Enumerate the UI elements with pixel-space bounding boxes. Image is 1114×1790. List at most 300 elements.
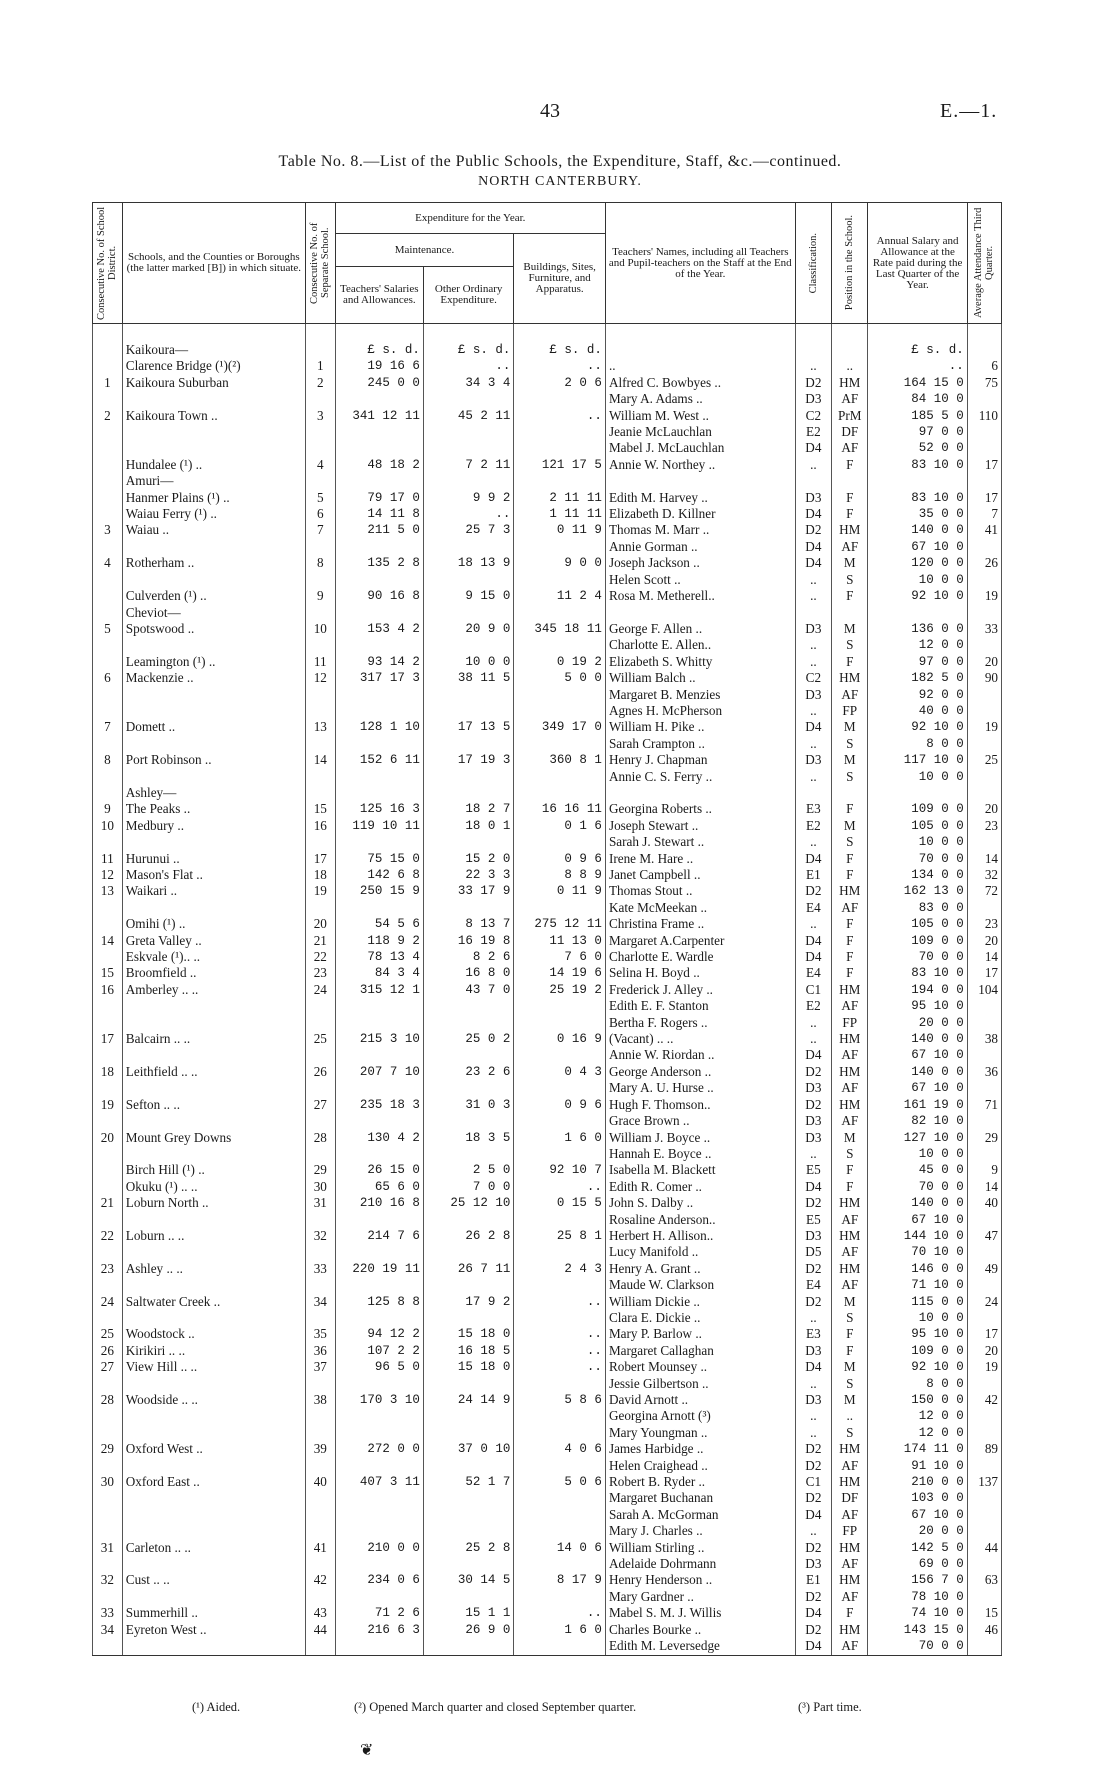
cell-other-expenditure [423, 769, 513, 785]
cell-school-no: 24 [305, 982, 335, 998]
cell-attendance [967, 703, 1001, 719]
cell-school-name [122, 1490, 305, 1506]
table-row [93, 1113, 1002, 1129]
cell-district-no [93, 539, 123, 555]
cell-teacher-salaries [335, 1015, 423, 1031]
cell-school-no: 40 [305, 1474, 335, 1490]
table-row [93, 1097, 1002, 1113]
cell-school-no [305, 637, 335, 653]
cell-district-no [93, 440, 123, 456]
cell-school-name [122, 1523, 305, 1539]
cell-school-name: Okuku (¹) .. .. [122, 1179, 305, 1195]
cell-teacher-name: Rosa M. Metherell.. [605, 588, 795, 604]
cell-attendance: 23 [967, 818, 1001, 834]
table-row [93, 1556, 1002, 1572]
cell-attendance [967, 324, 1001, 359]
table-row [93, 1212, 1002, 1228]
cell-annual-salary: 95 10 0 [868, 998, 967, 1014]
cell-annual-salary: 103 0 0 [868, 1490, 967, 1506]
cell-buildings: .. [514, 1326, 606, 1342]
cell-district-no: 13 [93, 883, 123, 899]
cell-teacher-salaries: 94 12 2 [335, 1326, 423, 1342]
cell-other-expenditure [423, 637, 513, 653]
cell-classification: E3 [795, 801, 831, 817]
cell-position: HM [832, 522, 868, 538]
cell-district-no [93, 654, 123, 670]
cell-attendance: 7 [967, 506, 1001, 522]
cell-attendance [967, 473, 1001, 489]
cell-annual-salary: 12 0 0 [868, 1408, 967, 1424]
cell-teacher-salaries [335, 1244, 423, 1260]
cell-district-no: 7 [93, 719, 123, 735]
cell-school-no: 41 [305, 1540, 335, 1556]
cell-buildings: 360 8 1 [514, 752, 606, 768]
table-row [93, 506, 1002, 522]
cell-school-name: Sefton .. .. [122, 1097, 305, 1113]
cell-other-expenditure: 25 0 2 [423, 1031, 513, 1047]
cell-district-no: 34 [93, 1622, 123, 1638]
cell-teacher-name: Maude W. Clarkson [605, 1277, 795, 1293]
cell-attendance: 42 [967, 1392, 1001, 1408]
cell-attendance [967, 1589, 1001, 1605]
cell-district-no: 6 [93, 670, 123, 686]
header-schools: Schools, and the Counties or Boroughs (the latter marked [B]) in which situate. [122, 203, 305, 324]
cell-position: F [832, 851, 868, 867]
cell-attendance: 41 [967, 522, 1001, 538]
cell-position: AF [832, 1113, 868, 1129]
cell-buildings: 0 9 6 [514, 851, 606, 867]
cell-position: F [832, 1605, 868, 1621]
cell-school-no: 19 [305, 883, 335, 899]
table-row [93, 670, 1002, 686]
cell-buildings: 5 0 0 [514, 670, 606, 686]
cell-buildings [514, 1408, 606, 1424]
table-row [93, 391, 1002, 407]
cell-classification: D4 [795, 851, 831, 867]
cell-teacher-salaries: 135 2 8 [335, 555, 423, 571]
cell-position: S [832, 572, 868, 588]
cell-teacher-salaries [335, 785, 423, 801]
cell-other-expenditure: 26 9 0 [423, 1622, 513, 1638]
cell-teacher-salaries: 152 6 11 [335, 752, 423, 768]
cell-school-name [122, 900, 305, 916]
cell-district-no: 28 [93, 1392, 123, 1408]
table-row [93, 1474, 1002, 1490]
cell-annual-salary: 162 13 0 [868, 883, 967, 899]
cell-attendance: 44 [967, 1540, 1001, 1556]
cell-annual-salary: 84 10 0 [868, 391, 967, 407]
cell-teacher-name: Thomas Stout .. [605, 883, 795, 899]
cell-school-no: 3 [305, 408, 335, 424]
cell-position: .. [832, 358, 868, 374]
cell-buildings [514, 900, 606, 916]
cell-attendance [967, 605, 1001, 621]
schools-table-container [92, 202, 1002, 1656]
cell-district-no: 31 [93, 1540, 123, 1556]
cell-other-expenditure: 45 2 11 [423, 408, 513, 424]
table-row [93, 572, 1002, 588]
cell-other-expenditure [423, 1507, 513, 1523]
cell-attendance [967, 998, 1001, 1014]
cell-annual-salary: 97 0 0 [868, 654, 967, 670]
cell-position: F [832, 1326, 868, 1342]
cell-classification: E4 [795, 900, 831, 916]
cell-school-name: Waiau Ferry (¹) .. [122, 506, 305, 522]
cell-position: F [832, 933, 868, 949]
cell-school-name: Ashley— [122, 785, 305, 801]
cell-attendance [967, 1212, 1001, 1228]
cell-buildings [514, 687, 606, 703]
cell-district-no [93, 1146, 123, 1162]
cell-annual-salary: 69 0 0 [868, 1556, 967, 1572]
cell-position: F [832, 654, 868, 670]
cell-buildings [514, 1277, 606, 1293]
cell-buildings [514, 1376, 606, 1392]
cell-attendance: 104 [967, 982, 1001, 998]
cell-district-no [93, 605, 123, 621]
cell-teacher-name: William H. Pike .. [605, 719, 795, 735]
cell-teacher-name: Christina Frame .. [605, 916, 795, 932]
cell-teacher-salaries: 75 15 0 [335, 851, 423, 867]
cell-classification: D3 [795, 1113, 831, 1129]
cell-classification: D2 [795, 1490, 831, 1506]
cell-district-no [93, 1179, 123, 1195]
cell-attendance: 24 [967, 1294, 1001, 1310]
cell-position: HM [832, 1622, 868, 1638]
cell-buildings: 0 11 9 [514, 522, 606, 538]
cell-teacher-salaries [335, 900, 423, 916]
cell-teacher-name: Mary Gardner .. [605, 1589, 795, 1605]
cell-attendance: 9 [967, 1162, 1001, 1178]
cell-school-no [305, 998, 335, 1014]
cell-annual-salary: 20 0 0 [868, 1015, 967, 1031]
cell-annual-salary: 83 10 0 [868, 457, 967, 473]
cell-school-no [305, 1425, 335, 1441]
cell-teacher-name: Kate McMeekan .. [605, 900, 795, 916]
cell-other-expenditure [423, 736, 513, 752]
cell-teacher-salaries: 107 2 2 [335, 1343, 423, 1359]
cell-annual-salary: 109 0 0 [868, 933, 967, 949]
cell-attendance [967, 1507, 1001, 1523]
cell-classification: C2 [795, 670, 831, 686]
table-row [93, 1376, 1002, 1392]
cell-school-no: 2 [305, 375, 335, 391]
cell-attendance: 26 [967, 555, 1001, 571]
cell-district-no: 4 [93, 555, 123, 571]
cell-teacher-name: Sarah J. Stewart .. [605, 834, 795, 850]
cell-district-no: 17 [93, 1031, 123, 1047]
cell-classification: D3 [795, 752, 831, 768]
cell-district-no [93, 1113, 123, 1129]
cell-position: FP [832, 1523, 868, 1539]
cell-other-expenditure [423, 1212, 513, 1228]
cell-other-expenditure: 17 13 5 [423, 719, 513, 735]
cell-teacher-name: Hannah E. Boyce .. [605, 1146, 795, 1162]
cell-district-no [93, 1523, 123, 1539]
cell-annual-salary: 92 10 0 [868, 719, 967, 735]
cell-annual-salary: 78 10 0 [868, 1589, 967, 1605]
cell-other-expenditure: 22 3 3 [423, 867, 513, 883]
cell-annual-salary [868, 473, 967, 489]
cell-attendance [967, 391, 1001, 407]
cell-other-expenditure [423, 1638, 513, 1655]
cell-classification [795, 605, 831, 621]
cell-buildings [514, 1589, 606, 1605]
header-buildings: Buildings, Sites, Furniture, and Apparatus. [514, 234, 606, 324]
cell-school-name [122, 1310, 305, 1326]
cell-buildings [514, 473, 606, 489]
cell-teacher-name: Robert B. Ryder .. [605, 1474, 795, 1490]
cell-district-no [93, 588, 123, 604]
cell-school-name: Kaikoura— [122, 324, 305, 359]
cell-teacher-salaries: 65 6 0 [335, 1179, 423, 1195]
cell-attendance: 32 [967, 867, 1001, 883]
cell-school-no: 30 [305, 1179, 335, 1195]
cell-annual-salary: 164 15 0 [868, 375, 967, 391]
cell-position [832, 324, 868, 359]
cell-school-no [305, 1458, 335, 1474]
footnote-part-time: (³) Part time. [798, 1700, 862, 1714]
cell-attendance [967, 1490, 1001, 1506]
cell-attendance [967, 1425, 1001, 1441]
cell-teacher-name: John S. Dalby .. [605, 1195, 795, 1211]
cell-school-name: View Hill .. .. [122, 1359, 305, 1375]
cell-district-no: 2 [93, 408, 123, 424]
cell-position: M [832, 818, 868, 834]
cell-buildings [514, 1113, 606, 1129]
cell-position: PrM [832, 408, 868, 424]
cell-buildings: 0 19 2 [514, 654, 606, 670]
cell-position [832, 605, 868, 621]
cell-attendance: 20 [967, 654, 1001, 670]
cell-school-no: 38 [305, 1392, 335, 1408]
table-row [93, 539, 1002, 555]
cell-classification: .. [795, 769, 831, 785]
cell-district-no [93, 1556, 123, 1572]
cell-teacher-salaries [335, 1458, 423, 1474]
cell-classification: D4 [795, 440, 831, 456]
cell-annual-salary: 70 0 0 [868, 1638, 967, 1655]
cell-other-expenditure: 16 19 8 [423, 933, 513, 949]
cell-classification: E1 [795, 1572, 831, 1588]
cell-school-name: Leithfield .. .. [122, 1064, 305, 1080]
cell-annual-salary: 136 0 0 [868, 621, 967, 637]
cell-teacher-salaries: 315 12 1 [335, 982, 423, 998]
cell-school-no [305, 703, 335, 719]
cell-annual-salary: 83 10 0 [868, 965, 967, 981]
cell-teacher-salaries [335, 1556, 423, 1572]
cell-buildings [514, 1047, 606, 1063]
cell-teacher-name: Margaret A.Carpenter [605, 933, 795, 949]
cell-school-name: The Peaks .. [122, 801, 305, 817]
cell-annual-salary: 45 0 0 [868, 1162, 967, 1178]
cell-annual-salary: 97 0 0 [868, 424, 967, 440]
table-row [93, 1130, 1002, 1146]
cell-teacher-salaries [335, 998, 423, 1014]
cell-position: S [832, 1425, 868, 1441]
header-expenditure: Expenditure for the Year. [335, 203, 605, 234]
cell-teacher-salaries: 125 16 3 [335, 801, 423, 817]
cell-school-no: 21 [305, 933, 335, 949]
cell-buildings: 1 6 0 [514, 1130, 606, 1146]
cell-annual-salary: 82 10 0 [868, 1113, 967, 1129]
cell-district-no [93, 769, 123, 785]
cell-teacher-name: Mary J. Charles .. [605, 1523, 795, 1539]
cell-teacher-salaries [335, 473, 423, 489]
cell-teacher-name: William Balch .. [605, 670, 795, 686]
table-row [93, 1064, 1002, 1080]
cell-classification [795, 324, 831, 359]
cell-district-no: 12 [93, 867, 123, 883]
cell-teacher-salaries: 216 6 3 [335, 1622, 423, 1638]
table-row [93, 1359, 1002, 1375]
cell-attendance [967, 769, 1001, 785]
cell-teacher-name: Grace Brown .. [605, 1113, 795, 1129]
cell-position: F [832, 588, 868, 604]
cell-classification: E2 [795, 818, 831, 834]
cell-attendance [967, 424, 1001, 440]
cell-teacher-name: Charlotte E. Allen.. [605, 637, 795, 653]
cell-teacher-salaries [335, 605, 423, 621]
cell-buildings: 121 17 5 [514, 457, 606, 473]
cell-teacher-salaries [335, 703, 423, 719]
cell-classification: .. [795, 1031, 831, 1047]
cell-school-no: 7 [305, 522, 335, 538]
cell-buildings: 5 8 6 [514, 1392, 606, 1408]
cell-teacher-salaries: 71 2 6 [335, 1605, 423, 1621]
cell-annual-salary: 120 0 0 [868, 555, 967, 571]
cell-teacher-name: Herbert H. Allison.. [605, 1228, 795, 1244]
cell-school-no: 10 [305, 621, 335, 637]
district-heading: NORTH CANTERBURY. [478, 174, 642, 189]
cell-teacher-salaries [335, 1425, 423, 1441]
cell-buildings [514, 1310, 606, 1326]
cell-district-no [93, 1507, 123, 1523]
table-row [93, 1540, 1002, 1556]
cell-teacher-name: Isabella M. Blackett [605, 1162, 795, 1178]
table-row [93, 818, 1002, 834]
cell-district-no [93, 703, 123, 719]
cell-school-name: Port Robinson .. [122, 752, 305, 768]
cell-attendance: 25 [967, 752, 1001, 768]
cell-classification: D2 [795, 1261, 831, 1277]
cell-annual-salary: 67 10 0 [868, 1047, 967, 1063]
cell-position: HM [832, 982, 868, 998]
cell-teacher-name: Mary A. Adams .. [605, 391, 795, 407]
cell-other-expenditure: 18 13 9 [423, 555, 513, 571]
cell-teacher-salaries: 153 4 2 [335, 621, 423, 637]
cell-attendance [967, 1638, 1001, 1655]
cell-position: S [832, 769, 868, 785]
cell-attendance [967, 834, 1001, 850]
cell-classification: D4 [795, 506, 831, 522]
cell-position: S [832, 1310, 868, 1326]
table-row [93, 982, 1002, 998]
cell-attendance [967, 1458, 1001, 1474]
cell-annual-salary: 70 0 0 [868, 949, 967, 965]
table-row [93, 998, 1002, 1014]
cell-annual-salary: 150 0 0 [868, 1392, 967, 1408]
cell-teacher-name: George F. Allen .. [605, 621, 795, 637]
cell-buildings [514, 834, 606, 850]
cell-school-no: 1 [305, 358, 335, 374]
cell-annual-salary: 20 0 0 [868, 1523, 967, 1539]
cell-other-expenditure [423, 703, 513, 719]
cell-school-no: 44 [305, 1622, 335, 1638]
cell-teacher-salaries: 26 15 0 [335, 1162, 423, 1178]
cell-school-no: 5 [305, 490, 335, 506]
cell-classification: D2 [795, 1195, 831, 1211]
cell-attendance [967, 1113, 1001, 1129]
table-row [93, 1146, 1002, 1162]
cell-classification: D3 [795, 1228, 831, 1244]
cell-teacher-salaries [335, 1523, 423, 1539]
cell-classification [795, 785, 831, 801]
cell-teacher-salaries [335, 1376, 423, 1392]
cell-position: HM [832, 1195, 868, 1211]
cell-buildings [514, 703, 606, 719]
cell-school-no [305, 424, 335, 440]
cell-annual-salary: 182 5 0 [868, 670, 967, 686]
cell-teacher-name: Alfred C. Bowbyes .. [605, 375, 795, 391]
cell-teacher-name: Charles Bourke .. [605, 1622, 795, 1638]
table-row [93, 1408, 1002, 1424]
cell-buildings [514, 1490, 606, 1506]
cell-teacher-name: Annie W. Riordan .. [605, 1047, 795, 1063]
cell-buildings: 14 19 6 [514, 965, 606, 981]
cell-school-name [122, 1244, 305, 1260]
cell-position: AF [832, 1638, 868, 1655]
cell-school-no [305, 473, 335, 489]
cell-position [832, 785, 868, 801]
table-row [93, 324, 1002, 359]
cell-attendance: 137 [967, 1474, 1001, 1490]
cell-teacher-name: Margaret Callaghan [605, 1343, 795, 1359]
header-classification: Classification. [795, 203, 831, 324]
cell-teacher-salaries: 272 0 0 [335, 1441, 423, 1457]
cell-classification: D2 [795, 883, 831, 899]
cell-district-no: 3 [93, 522, 123, 538]
cell-classification [795, 473, 831, 489]
document-reference: E.—1. [940, 100, 998, 122]
table-row [93, 1277, 1002, 1293]
cell-classification: D4 [795, 555, 831, 571]
cell-classification: D2 [795, 375, 831, 391]
cell-teacher-salaries: 317 17 3 [335, 670, 423, 686]
cell-school-no: 13 [305, 719, 335, 735]
cell-teacher-name: Joseph Stewart .. [605, 818, 795, 834]
cell-teacher-name [605, 473, 795, 489]
cell-school-name: Amberley .. .. [122, 982, 305, 998]
cell-position: F [832, 949, 868, 965]
cell-buildings: 349 17 0 [514, 719, 606, 735]
page-number: 43 [540, 100, 560, 122]
cell-buildings: 16 16 11 [514, 801, 606, 817]
cell-classification: D4 [795, 933, 831, 949]
cell-school-name [122, 1015, 305, 1031]
cell-school-no: 26 [305, 1064, 335, 1080]
cell-annual-salary: 92 10 0 [868, 1359, 967, 1375]
cell-teacher-salaries: 245 0 0 [335, 375, 423, 391]
cell-school-name: Oxford West .. [122, 1441, 305, 1457]
cell-attendance: 33 [967, 621, 1001, 637]
table-row [93, 1015, 1002, 1031]
table-row [93, 752, 1002, 768]
cell-district-no [93, 1277, 123, 1293]
cell-school-no [305, 769, 335, 785]
bottom-ornament: ❦ [360, 1742, 374, 1759]
cell-buildings: 7 6 0 [514, 949, 606, 965]
